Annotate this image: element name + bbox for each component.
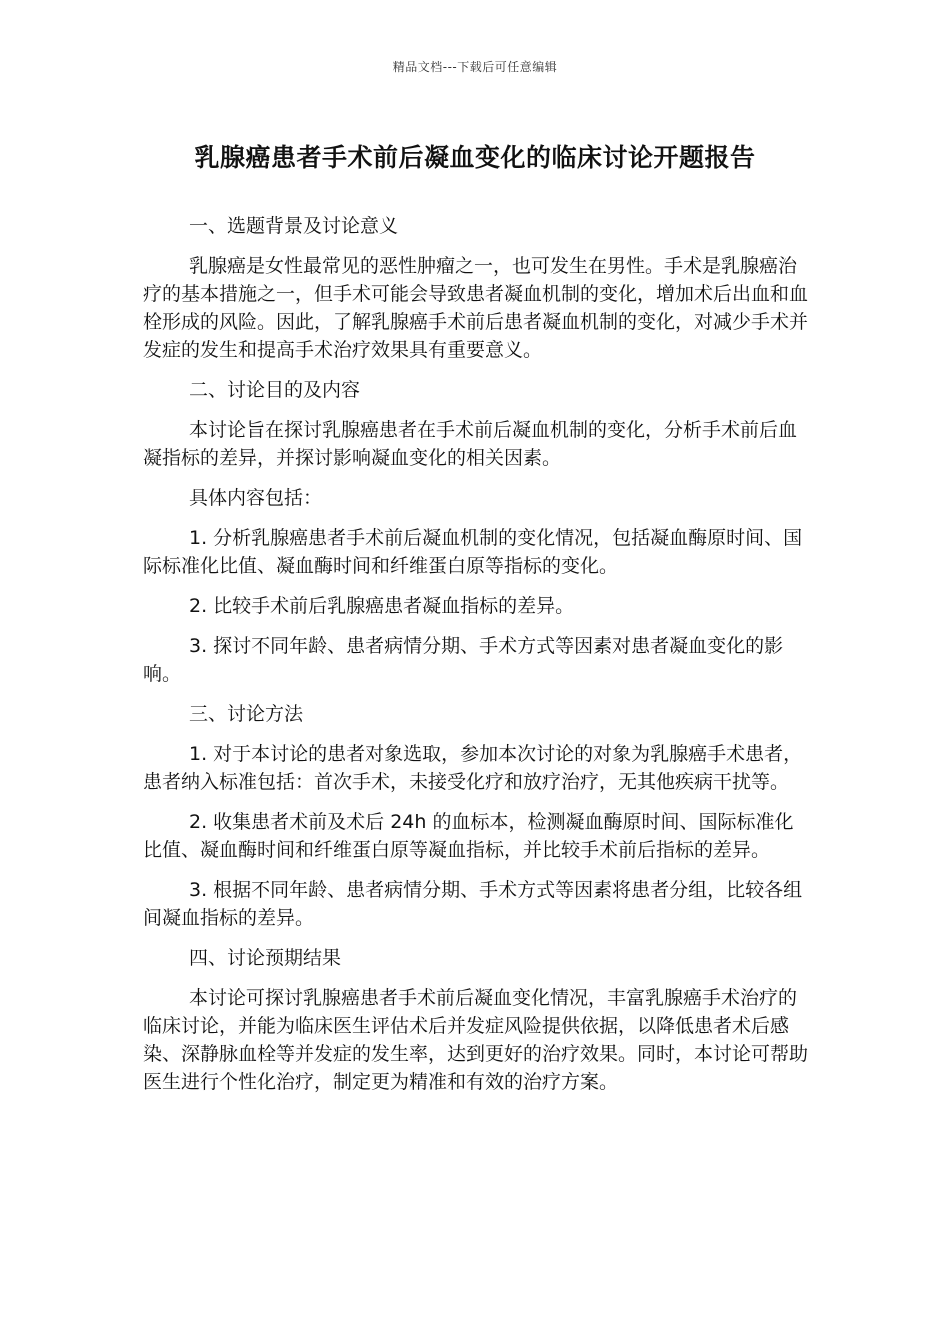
document-body [143,212,808,1108]
list-item-method-2: 2. 收集患者术前及术后 24h 的血标本，检测凝血酶原时间、国际标准化比值、凝血酶时间和纤维蛋白原等凝血指标，并比较手术前后指标的差异。 [143,811,794,861]
header-note: 精品文档---下载后可任意编辑 [392,60,558,74]
section-heading-expected-results: 四、讨论预期结果 [189,947,342,969]
paragraph-content-intro: 具体内容包括： [189,487,323,509]
section-heading-methods: 三、讨论方法 [189,703,304,725]
list-item-objective-2: 2. 比较手术前后乳腺癌患者凝血指标的差异。 [189,595,575,617]
paragraph-expected-results: 本讨论可探讨乳腺癌患者手术前后凝血变化情况，丰富乳腺癌手术治疗的临床讨论，并能为临床医生评估术后并发症风险提供依据，以降低患者术后感染、深静脉血栓等并发症的发生率，达到更好的治疗效果。同时，本讨论可帮助医生进行个性化治疗，制定更为精准和有效的治疗方案。 [143,987,809,1093]
list-item-objective-3: 3. 探讨不同年龄、患者病情分期、手术方式等因素对患者凝血变化的影响。 [143,635,784,685]
page-title: 乳腺癌患者手术前后凝血变化的临床讨论开题报告 [194,143,756,172]
list-item-method-1: 1. 对于本讨论的患者对象选取，参加本次讨论的对象为乳腺癌手术患者，患者纳入标准包括：首次手术，未接受化疗和放疗治疗，无其他疾病干扰等。 [143,743,803,793]
section-heading-objectives: 二、讨论目的及内容 [189,379,361,401]
paragraph-background: 乳腺癌是女性最常见的恶性肿瘤之一，也可发生在男性。手术是乳腺癌治疗的基本措施之一，但手术可能会导致患者凝血机制的变化，增加术后出血和血栓形成的风险。因此，了解乳腺癌手术前后患者凝血机制的变化，对减少手术并发症的发生和提高手术治疗效果具有重要意义。 [143,255,809,361]
list-item-method-3: 3. 根据不同年龄、患者病情分期、手术方式等因素将患者分组，比较各组间凝血指标的差异。 [143,879,803,929]
list-item-objective-1: 1. 分析乳腺癌患者手术前后凝血机制的变化情况，包括凝血酶原时间、国际标准化比值、凝血酶时间和纤维蛋白原等指标的变化。 [143,527,803,577]
paragraph-objectives: 本讨论旨在探讨乳腺癌患者在手术前后凝血机制的变化，分析手术前后血凝指标的差异，并探讨影响凝血变化的相关因素。 [143,419,798,469]
section-heading-background: 一、选题背景及讨论意义 [189,215,399,237]
